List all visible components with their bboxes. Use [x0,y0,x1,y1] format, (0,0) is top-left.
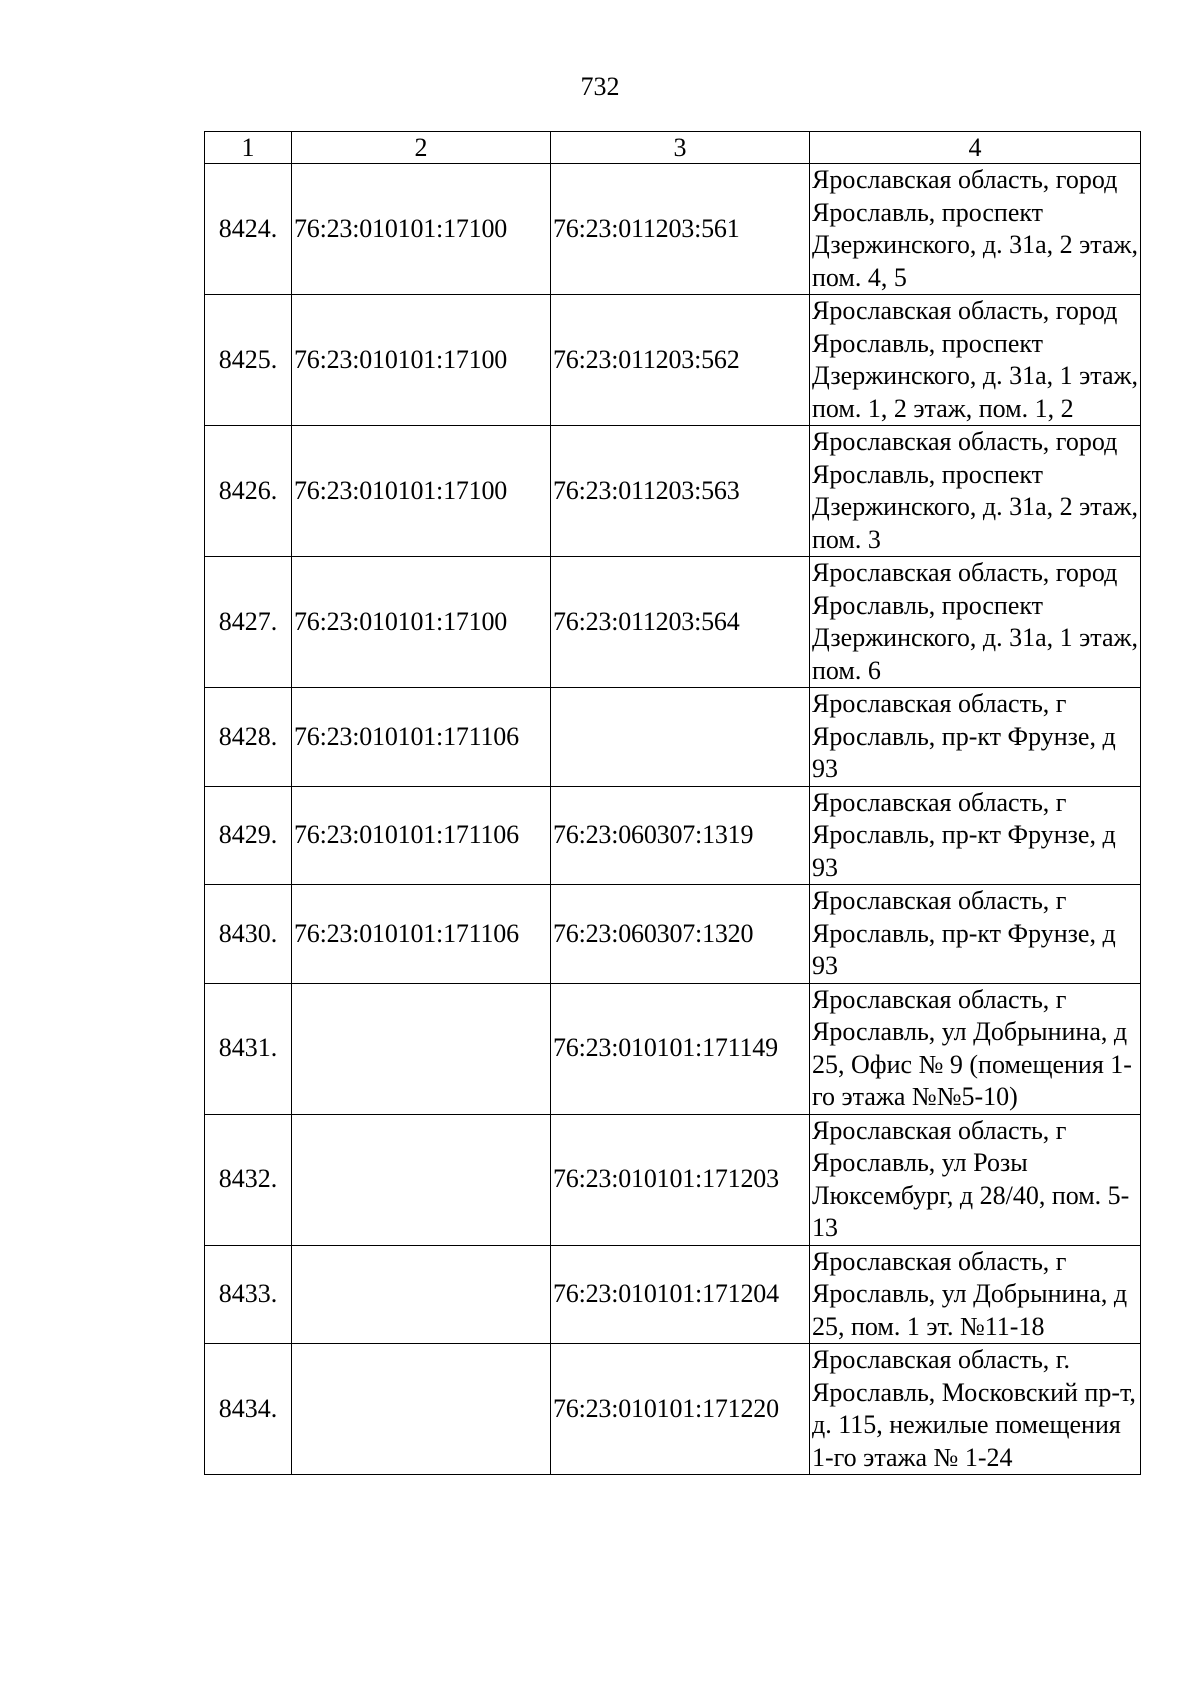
cadastral-number: 76:23:011203:563 [551,426,810,557]
table-row [205,885,1141,984]
table-row [205,688,1141,787]
cadastral-number: 76:23:011203:561 [551,164,810,295]
cadastral-number [551,688,810,787]
parent-cadastral-number [292,983,551,1114]
cadastral-number: 76:23:011203:564 [551,557,810,688]
parent-cadastral-number: 76:23:010101:17100 [292,295,551,426]
cadastral-number: 76:23:010101:171149 [551,983,810,1114]
parent-cadastral-number: 76:23:010101:171106 [292,688,551,787]
table-row [205,1114,1141,1245]
cadastral-number: 76:23:010101:171204 [551,1245,810,1344]
row-number: 8430. [205,885,292,984]
row-number: 8426. [205,426,292,557]
address: Ярославская область, г Ярославль, пр-кт Фрунзе, д 93 [810,688,1141,787]
address: Ярославская область, г Ярославль, ул Розы Люксембург, д 28/40, пом. 5-13 [810,1114,1141,1245]
header-row [205,132,1141,164]
cadastral-number: 76:23:010101:171203 [551,1114,810,1245]
parent-cadastral-number [292,1245,551,1344]
table-row [205,983,1141,1114]
parent-cadastral-number [292,1114,551,1245]
cadastral-number: 76:23:060307:1319 [551,786,810,885]
row-number: 8425. [205,295,292,426]
table-row [205,1344,1141,1475]
address: Ярославская область, город Ярославль, проспект Дзержинского, д. 31а, 2 этаж, пом. 4, 5 [810,164,1141,295]
table-row [205,426,1141,557]
table-body [205,164,1141,1475]
table-row [205,1245,1141,1344]
address: Ярославская область, г Ярославль, пр-кт Фрунзе, д 93 [810,885,1141,984]
row-number: 8427. [205,557,292,688]
cadastral-number: 76:23:011203:562 [551,295,810,426]
table-row [205,295,1141,426]
address: Ярославская область, город Ярославль, проспект Дзержинского, д. 31а, 2 этаж, пом. 3 [810,426,1141,557]
header-col-1: 1 [205,132,292,164]
parent-cadastral-number: 76:23:010101:17100 [292,557,551,688]
row-number: 8428. [205,688,292,787]
header-col-2: 2 [292,132,551,164]
table-header [205,132,1141,164]
row-number: 8431. [205,983,292,1114]
row-number: 8432. [205,1114,292,1245]
address: Ярославская область, город Ярославль, проспект Дзержинского, д. 31а, 1 этаж, пом. 1, 2 этаж, пом. 1, 2 [810,295,1141,426]
address: Ярославская область, г Ярославль, ул Добрынина, д 25, пом. 1 эт. №11-18 [810,1245,1141,1344]
header-col-4: 4 [810,132,1141,164]
address: Ярославская область, г Ярославль, ул Добрынина, д 25, Офис № 9 (помещения 1-го этажа №№5-10) [810,983,1141,1114]
row-number: 8429. [205,786,292,885]
cadastral-number: 76:23:010101:171220 [551,1344,810,1475]
row-number: 8434. [205,1344,292,1475]
row-number: 8424. [205,164,292,295]
parent-cadastral-number: 76:23:010101:171106 [292,786,551,885]
row-number: 8433. [205,1245,292,1344]
table-row [205,557,1141,688]
address: Ярославская область, г. Ярославль, Московский пр-т, д. 115, нежилые помещения 1-го этажа № 1-24 [810,1344,1141,1475]
address: Ярославская область, г Ярославль, пр-кт Фрунзе, д 93 [810,786,1141,885]
cadastral-number: 76:23:060307:1320 [551,885,810,984]
parent-cadastral-number: 76:23:010101:17100 [292,164,551,295]
address: Ярославская область, город Ярославль, проспект Дзержинского, д. 31а, 1 этаж, пом. 6 [810,557,1141,688]
table-row [205,164,1141,295]
page-number: 732 [580,72,620,101]
header-col-3: 3 [551,132,810,164]
parent-cadastral-number: 76:23:010101:171106 [292,885,551,984]
parent-cadastral-number: 76:23:010101:17100 [292,426,551,557]
registry-table [204,131,1141,1475]
parent-cadastral-number [292,1344,551,1475]
table-row [205,786,1141,885]
